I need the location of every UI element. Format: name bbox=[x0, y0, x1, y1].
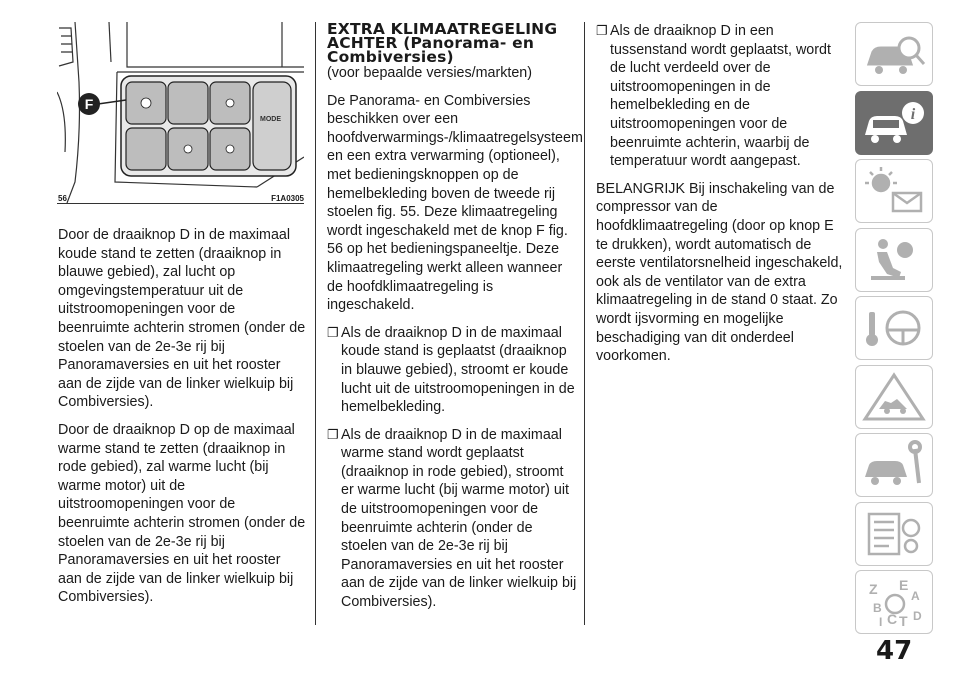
section-heading: EXTRA KLIMAATREGELING ACHTER (Panorama- en Combiversies) bbox=[327, 20, 558, 66]
svg-text:D: D bbox=[913, 609, 922, 623]
car-wrench-icon bbox=[859, 437, 929, 493]
svg-text:i: i bbox=[910, 105, 916, 123]
warning-lights-icon bbox=[859, 163, 929, 219]
chapter-tabs bbox=[855, 22, 935, 639]
section-subheading: (voor bepaalde versies/markten) bbox=[327, 65, 533, 81]
column-divider bbox=[584, 22, 585, 625]
svg-text:T: T bbox=[899, 613, 908, 629]
control-panel-figure bbox=[57, 22, 304, 204]
svg-text:I: I bbox=[879, 615, 883, 629]
car-info-icon bbox=[859, 95, 929, 151]
list-item: ❐ Als de draaiknop D in een tussenstand wordt geplaatst, wordt de lucht verdeeld over de uitstroomopeningen in de hemelbekleding en de uitstroomopeningen voor de beenruimte achterin, waarbij de temperatuur wordt aangepast. bbox=[596, 23, 831, 170]
paragraph: Door de draaiknop D op de maximaal warme stand te zetten (draaiknop in rode gebied), zal warme lucht (bij warme motor) uit de uitstroomopeningen voor de beenruimte achterin stromen (onder de stoelen van de 2e-3e rij bij Panoramaversies en uit het rooster aan de zijde van de linker wielkuip bij Combiversies). bbox=[58, 421, 306, 606]
car-magnifier-icon bbox=[859, 26, 929, 82]
tab-maintenance[interactable] bbox=[855, 433, 933, 497]
tab-warning-lights[interactable] bbox=[855, 159, 933, 223]
checkbox-bullet-icon: ❐ bbox=[327, 426, 339, 442]
checkbox-bullet-icon: ❐ bbox=[327, 324, 339, 340]
column-3 bbox=[596, 22, 844, 375]
svg-text:C: C bbox=[887, 611, 898, 627]
svg-text:B: B bbox=[873, 601, 882, 615]
figure-code: F1A0305 bbox=[271, 194, 304, 203]
airbag-passenger-icon bbox=[859, 232, 929, 288]
paragraph: De Panorama- en Combiversies beschikken over een hoofdverwarmings-/klimaatregelsysteem en een extra verwarming (optioneel), met bedieningsknoppen op de hemelbekleding boven de tweede rij stoelen fig. 55. Deze klimaatregeling wordt ingeschakeld met de knop F fig. 56 op het bedieningspaneeltje. Deze klimaatregeling werkt alleen wanneer de hoofdklimaatregeling is ingeschakeld. bbox=[327, 92, 583, 314]
tab-getting-to-know[interactable] bbox=[855, 91, 933, 155]
column-divider bbox=[315, 22, 316, 625]
column-2 bbox=[327, 20, 583, 621]
figure-number: 56 bbox=[58, 194, 67, 203]
svg-text:E: E bbox=[899, 577, 909, 593]
svg-text:A: A bbox=[911, 589, 920, 603]
specifications-gear-icon bbox=[859, 506, 929, 562]
warning-triangle-icon bbox=[859, 369, 929, 425]
tab-technical-data[interactable] bbox=[855, 502, 933, 566]
control-panel-illustration bbox=[57, 22, 304, 203]
page-number: 47 bbox=[876, 636, 913, 666]
tab-starting-driving[interactable] bbox=[855, 296, 933, 360]
svg-text:Z: Z bbox=[869, 581, 878, 597]
tab-emergencies[interactable] bbox=[855, 365, 933, 429]
steering-wheel-key-icon bbox=[859, 300, 929, 356]
list-item: ❐ Als de draaiknop D in de maximaal warme stand wordt geplaatst (draaiknop in rode gebied), stroomt er warme lucht (bij warme motor) uit de uitstroomopeningen voor de beenruimte achterin (onder de stoelen van de 2e-3e rij bij Panoramaversies en uit het rooster aan de zijde van de linker wielkuip bij Combiversies). bbox=[327, 426, 577, 611]
mode-label: MODE bbox=[260, 116, 281, 123]
callout-f: F bbox=[84, 96, 94, 112]
paragraph: Door de draaiknop D in de maximaal koude stand te zetten (draaiknop in blauwe gebied), zal lucht op omgevingstemperatuur uit de uitstroomopeningen voor de beenruimte achterin stromen (onder de stoelen van de 2e-3e rij bij Panoramaversies en uit het rooster aan de zijde van de linker wielkuip bij Combiversies). bbox=[58, 227, 306, 411]
checkbox-bullet-icon: ❐ bbox=[596, 23, 608, 38]
tab-index[interactable] bbox=[855, 570, 933, 634]
important-note: BELANGRIJK Bij inschakeling van de compressor van de hoofdklimaatregeling (door op knop E te drukken), wordt automatisch de eerste ventilatorsnelheid ingeschakeld, ook als de ventilator van de extra klimaatregeling in de stand 0 staat. Zo wordt ijsvorming en mogelijke beschadiging van dit onderdeel voorkomen. bbox=[596, 180, 843, 365]
alphabet-index-icon bbox=[859, 574, 929, 630]
tab-safety[interactable] bbox=[855, 228, 933, 292]
tab-dashboard-knowledge[interactable] bbox=[855, 22, 933, 86]
column-1 bbox=[58, 226, 306, 616]
list-item: ❐ Als de draaiknop D in de maximaal koude stand is geplaatst (draaiknop in blauwe gebied), stroomt er koude lucht uit de uitstroomopeningen in de hemelbekleding. bbox=[327, 324, 575, 416]
